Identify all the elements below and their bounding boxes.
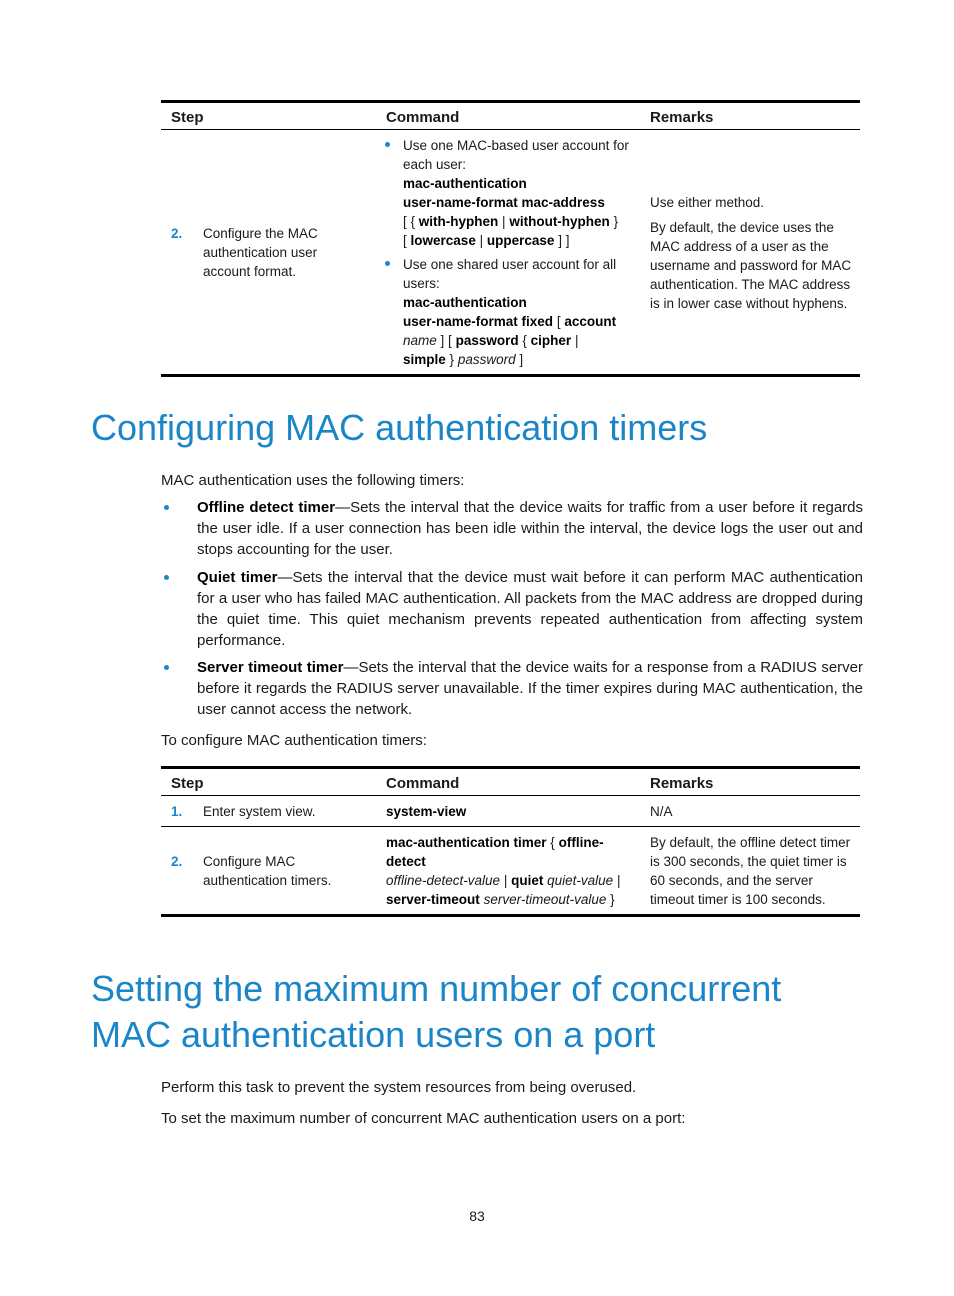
intro-text: MAC authentication uses the following timers: [161,472,465,489]
list-item: Quiet timer—Sets the interval that the device must wait before it can perform MAC authentication for a user who has failed MAC authentication. All packets from the MAC address are dropped during the quiet time. This quiet mechanism prevents repeated authentication from affecting system performance. [161,567,863,651]
step-number: 2. [171,854,183,869]
step-description: Enter system view. [203,803,316,819]
remark-text: Use either method. [650,194,765,210]
table-header [161,769,860,796]
command-text: system-view [386,803,467,819]
outro-text: To configure MAC authentication timers: [161,732,427,749]
body-text: To set the maximum number of concurrent MAC authentication users on a port: [161,1110,686,1127]
list-item: Use one MAC-based user account for each user: mac-authentication user-name-format mac-address [ { with-hyphen | without-hyphen } [ lowercase | uppercase ] ] [380,136,641,250]
table-row [161,130,860,374]
body-text: Perform this task to prevent the system resources from being overused. [161,1079,637,1096]
table-header [161,103,860,130]
remarks-cell: By default, the offline detect timer is 300 seconds, the quiet timer is 60 seconds, and the server timeout timer is 100 seconds. [650,835,851,907]
table-row [161,826,860,914]
header-remarks: Remarks [650,109,714,126]
step-description: Configure the MAC authentication user account format. [203,226,318,279]
account-format-table [161,100,860,377]
header-step: Step [171,109,204,126]
bullet-icon [164,575,169,580]
list-item: Server timeout timer—Sets the interval that the device waits for a response from a RADIUS server before it regards the RADIUS server unavailable. If the timer expires during MAC authentication, the user cannot access the network. [161,657,863,720]
section-heading: Setting the maximum number of concurrent MAC authentication users on a port [91,968,782,1055]
header-command: Command [386,775,460,792]
step-number: 1. [171,803,183,819]
remark-text: By default, the device uses the MAC address of a user as the username and password for MAC authentication. The MAC address is in lower case without hyphens. [650,219,852,311]
step-number: 2. [171,226,183,241]
header-remarks: Remarks [650,775,714,792]
table-row [161,796,860,826]
header-step: Step [171,775,204,792]
command-cell: mac-authentication timer { offline-detect offline-detect-value | quiet quiet-value | server-timeout server-timeout-value } [386,835,621,907]
step-description: Configure MAC authentication timers. [203,854,332,888]
list-item: Offline detect timer—Sets the interval that the device waits for traffic from a user before it regards the user idle. If a user connection has been idle within the interval, the device logs the user out and stops accounting for the user. [161,497,863,560]
remarks-cell [641,193,860,313]
remarks-cell: N/A [650,803,673,819]
section-heading: Configuring MAC authentication timers [91,407,708,448]
timers-table [161,766,860,917]
page-number: 83 [469,1208,485,1224]
bullet-icon [164,665,169,670]
bullet-icon [164,505,169,510]
command-cell [377,136,641,369]
list-item: Use one shared user account for all users: mac-authentication user-name-format fixed [ account name ] [ password { cipher | simple } password ] [380,255,641,369]
header-command: Command [386,109,460,126]
command-options-list [380,136,641,369]
